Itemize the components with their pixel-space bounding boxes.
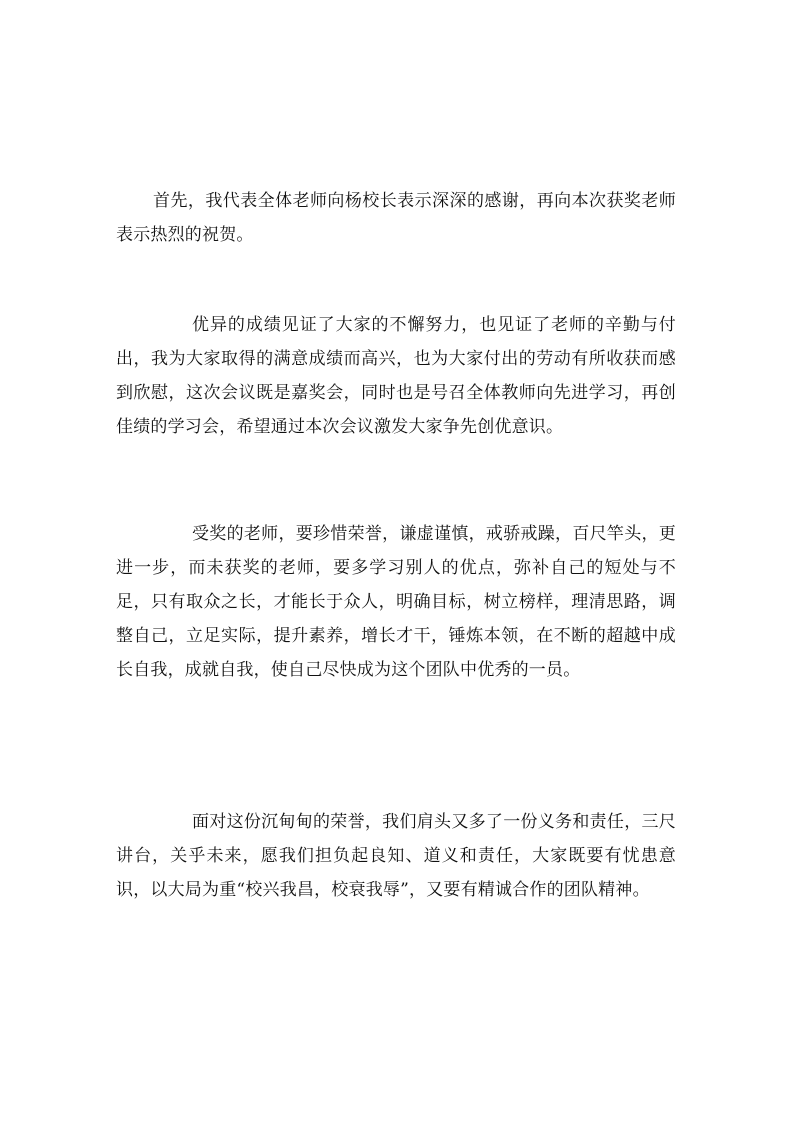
- paragraph-achievements: 优异的成绩见证了大家的不懈努力，也见证了老师的辛勤与付出，我为大家取得的满意成绩而高兴，也为大家付出的劳动有所收获而感到欣慰，这次会议既是嘉奖会，同时也是号召全体教师向先进学习，再创佳绩的学习会，希望通过本次会议激发大家争先创优意识。: [116, 315, 676, 437]
- paragraph-awardees: 受奖的老师，要珍惜荣誉，谦虚谨慎，戒骄戒躁，百尺竿头，更进一步，而未获奖的老师，要多学习别人的优点，弥补自己的短处与不足，只有取众之长，才能长于众人，明确目标，树立榜样，理清思路，调整自己，立足实际，提升素养，增长才干，锤炼本领，在不断的超越中成长自我，成就自我，使自己尽快成为这个团队中优秀的一员。: [116, 524, 676, 680]
- paragraph-responsibility: 面对这份沉甸甸的荣誉，我们肩头又多了一份义务和责任，三尺讲台，关乎未来，愿我们担负起良知、道义和责任，大家既要有忧患意识，以大局为重“校兴我昌，校衰我辱”，又要有精诚合作的团队精神。: [116, 812, 676, 900]
- paragraph-thanks: 首先，我代表全体老师向杨校长表示深深的感谢，再向本次获奖老师表示热烈的祝贺。: [116, 191, 676, 245]
